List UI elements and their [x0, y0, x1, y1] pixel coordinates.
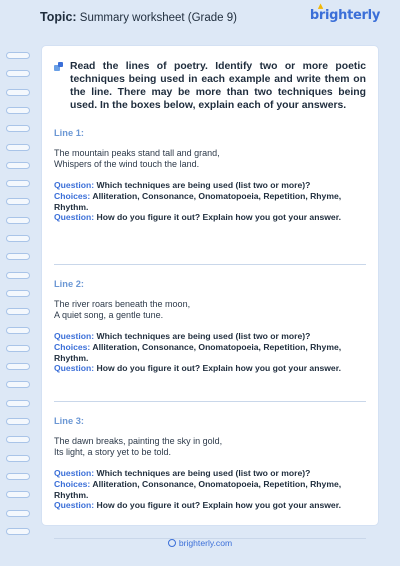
question-text: Which techniques are being used (list two or more)?: [96, 180, 311, 191]
topic-value: Summary worksheet (Grade 9): [79, 12, 237, 24]
spiral-ring: [6, 272, 30, 279]
worksheet-card: [41, 45, 379, 526]
choices-label: Choices:: [54, 191, 91, 201]
choices-text: Alliteration, Consonance, Onomatopoeia, Repetition, Rhyme, Rhythm.: [54, 342, 342, 363]
question-techniques: [54, 180, 366, 191]
spiral-ring: [6, 162, 30, 169]
page-footer: [0, 538, 400, 548]
topic-label: Topic:: [40, 10, 77, 24]
spiral-ring: [6, 107, 30, 114]
spiral-ring: [6, 510, 30, 517]
question-text: Which techniques are being used (list two or more)?: [96, 331, 311, 342]
globe-icon: [168, 539, 176, 547]
poem-line: A quiet song, a gentle tune.: [54, 310, 164, 321]
poem-section-3: [54, 402, 366, 538]
spiral-ring: [6, 345, 30, 352]
page-header: [0, 0, 400, 34]
spiral-ring: [6, 308, 30, 315]
logo-text: brighterly: [309, 8, 380, 23]
question-text: How do you figure it out? Explain how you got your answer.: [96, 212, 341, 223]
question-text: How do you figure it out? Explain how you got your answer.: [96, 363, 341, 374]
instructions-block: [54, 60, 366, 112]
choices-text: Alliteration, Consonance, Onomatopoeia, Repetition, Rhyme, Rhythm.: [54, 191, 342, 212]
spiral-ring: [6, 235, 30, 242]
section-title: Line 2:: [54, 279, 84, 289]
spiral-ring: [6, 217, 30, 224]
question-techniques: [54, 468, 366, 479]
poem-line: The river roars beneath the moon,: [54, 299, 191, 309]
spiral-ring: [6, 528, 30, 535]
choices-label: Choices:: [54, 479, 91, 489]
question-label: Question:: [54, 500, 95, 511]
spiral-ring: [6, 253, 30, 260]
poem-lines: [54, 436, 366, 458]
spiral-ring: [6, 436, 30, 443]
spiral-ring: [6, 144, 30, 151]
question-techniques: [54, 331, 366, 342]
choices: [54, 342, 366, 363]
question-label: Question:: [54, 331, 95, 342]
question-label: Question:: [54, 180, 95, 191]
crown-icon: ▲: [317, 2, 323, 10]
spiral-ring: [6, 381, 30, 388]
spiral-ring: [6, 363, 30, 370]
footer-link[interactable]: brighterly.com: [178, 538, 233, 548]
brand-logo: [309, 2, 380, 23]
poem-section-2: [54, 265, 366, 401]
choices: [54, 479, 366, 500]
spiral-ring: [6, 473, 30, 480]
notebook-spiral: [0, 44, 30, 544]
spiral-ring: [6, 52, 30, 59]
spiral-ring: [6, 89, 30, 96]
spiral-ring: [6, 125, 30, 132]
poem-section-1: [54, 128, 366, 264]
question-explain: [54, 212, 366, 223]
poem-line: The dawn breaks, painting the sky in gold,: [54, 436, 223, 446]
spiral-ring: [6, 400, 30, 407]
spiral-ring: [6, 491, 30, 498]
instructions-text: Read the lines of poetry. Identify two or more poetic techniques being used in each example and write them on the line. There may be more than two techniques being used. In the boxes below, explain each of your answers.: [70, 61, 366, 111]
spiral-ring: [6, 70, 30, 77]
choices-label: Choices:: [54, 342, 91, 352]
poem-line: Its light, a story yet to be told.: [54, 447, 172, 458]
question-explain: [54, 500, 366, 511]
poem-line: Whispers of the wind touch the land.: [54, 159, 200, 170]
spiral-ring: [6, 327, 30, 334]
question-explain: [54, 363, 366, 374]
question-label: Question:: [54, 468, 95, 479]
spiral-ring: [6, 198, 30, 205]
spiral-ring: [6, 455, 30, 462]
question-text: Which techniques are being used (list two or more)?: [96, 468, 311, 479]
poem-lines: [54, 148, 366, 170]
choices: [54, 191, 366, 212]
question-text: How do you figure it out? Explain how you got your answer.: [96, 500, 341, 511]
spiral-ring: [6, 418, 30, 425]
poem-line: The mountain peaks stand tall and grand,: [54, 148, 220, 158]
question-label: Question:: [54, 212, 95, 223]
choices-text: Alliteration, Consonance, Onomatopoeia, Repetition, Rhyme, Rhythm.: [54, 479, 342, 500]
spiral-ring: [6, 290, 30, 297]
question-label: Question:: [54, 363, 95, 374]
poem-lines: [54, 299, 366, 321]
section-title: Line 3:: [54, 416, 84, 426]
section-title: Line 1:: [54, 128, 84, 138]
cubes-icon: [54, 62, 64, 72]
spiral-ring: [6, 180, 30, 187]
